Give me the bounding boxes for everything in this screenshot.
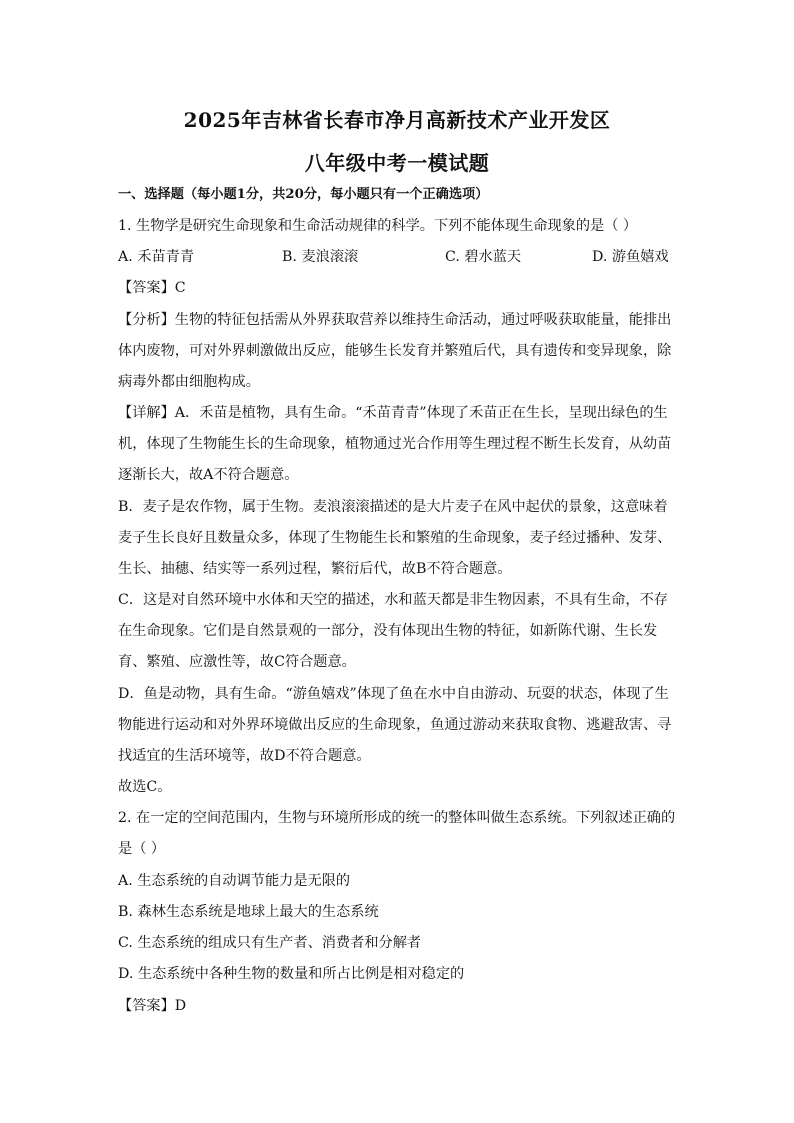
question-1-detail-line: D．鱼是动物，具有生命。“游鱼嬉戏”体现了鱼在水中自由游动、玩耍的状态，体现了生 <box>118 686 669 702</box>
question-1-analysis-line <box>118 311 678 329</box>
answer-tag: 【答案】 <box>118 998 175 1014</box>
section-heading: 一、选择题（每小题1分，共20分，每小题只有一个正确选项） <box>118 187 489 202</box>
question-1-answer <box>118 279 678 297</box>
question-1-analysis-line: 病毒外都由细胞构成。 <box>118 374 260 390</box>
question-2-stem: 2. 在一定的空间范围内，生物与环境所形成的统一的整体叫做生态系统。下列叙述正确的 <box>118 810 676 826</box>
question-1-detail-line: 机，体现了生物能生长的生命现象，植物通过光合作用等生理过程不断生长发育，从幼苗 <box>118 436 672 452</box>
question-1-analysis-line: 体内废物，可对外界刺激做出反应，能够生长发育并繁殖后代，具有遗传和变异现象，除 <box>118 343 672 359</box>
question-1-option-b: B. 麦浪滚滚 <box>282 249 359 265</box>
question-2-option-c: C. 生态系统的组成只有生产者、消费者和分解者 <box>118 935 422 951</box>
question-1-detail-line: 麦子生长良好且数量众多，体现了生物能生长和繁殖的生命现象，麦子经过播种、发芽、 <box>118 530 672 546</box>
question-1-stem: 1. 生物学是研究生命现象和生命活动规律的科学。下列不能体现生命现象的是（ ） <box>118 218 638 234</box>
question-1-detail-line: 育、繁殖、应激性等，故C符合题意。 <box>118 654 356 670</box>
page-title: 2025年吉林省长春市净月高新技术产业开发区 <box>183 108 611 132</box>
question-1-detail-line <box>118 404 678 422</box>
question-2-option-a: A. 生态系统的自动调节能力是无限的 <box>118 873 351 889</box>
question-1-detail-line: 生长、抽穗、结实等一系列过程，繁衍后代，故B不符合题意。 <box>118 561 512 577</box>
question-2-stem-continued: 是（ ） <box>118 841 166 857</box>
page-subtitle: 八年级中考一模试题 <box>304 151 490 175</box>
question-1-detail-line: C．这是对自然环境中水体和天空的描述，水和蓝天都是非生物因素，不具有生命，不存 <box>118 592 668 608</box>
analysis-text: 生物的特征包括需从外界获取营养以维持生命活动，通过呼吸获取能量，能排出 <box>174 312 672 328</box>
question-2-option-d: D. 生态系统中各种生物的数量和所占比例是相对稳定的 <box>118 966 465 982</box>
question-1-detail-line: 找适宜的生活环境等，故D不符合题意。 <box>118 748 371 764</box>
answer-value: D <box>174 998 187 1014</box>
question-1-option-d: D. 游鱼嬉戏 <box>592 249 669 265</box>
question-2-answer <box>118 997 678 1015</box>
answer-value: C <box>174 280 186 296</box>
question-1-detail-line: 逐渐长大，故A不符合题意。 <box>118 467 299 483</box>
question-1-detail-line: 在生命现象。它们是自然景观的一部分，没有体现出生物的特征，如新陈代谢、生长发 <box>118 623 658 639</box>
question-1-detail-line: B．麦子是农作物，属于生物。麦浪滚滚描述的是大片麦子在风中起伏的景象，这意味着 <box>118 499 668 515</box>
question-1-conclusion: 故选C。 <box>118 779 172 795</box>
question-2-option-b: B. 森林生态系统是地球上最大的生态系统 <box>118 904 379 920</box>
question-1-option-c: C. 碧水蓝天 <box>445 249 522 265</box>
analysis-tag: 【分析】 <box>118 312 175 328</box>
answer-tag: 【答案】 <box>118 280 175 296</box>
detail-tag: 【详解】 <box>118 405 175 421</box>
question-1-option-a: A. 禾苗青青 <box>118 249 195 265</box>
detail-text: A．禾苗是植物，具有生命。“禾苗青青”体现了禾苗正在生长，呈现出绿色的生 <box>174 405 668 421</box>
question-1-detail-line: 物能进行运动和对外界环境做出反应的生命现象，鱼通过游动来获取食物、逃避敌害、寻 <box>118 717 672 733</box>
